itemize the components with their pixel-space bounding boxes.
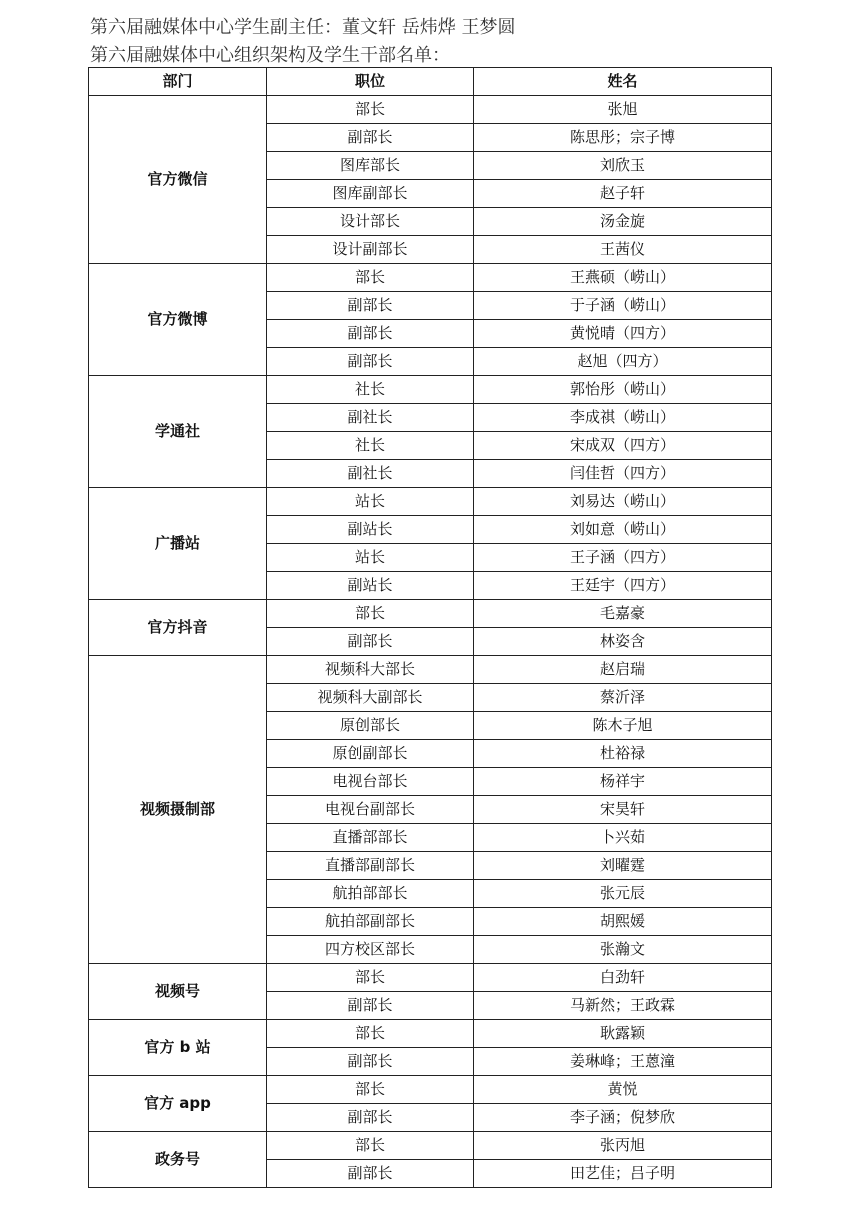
position-cell: 社长 <box>267 432 474 460</box>
department-cell: 学通社 <box>89 376 267 488</box>
position-cell: 四方校区部长 <box>267 936 474 964</box>
position-cell: 副部长 <box>267 1048 474 1076</box>
position-cell: 电视台部长 <box>267 768 474 796</box>
name-cell: 郭怡彤（崂山） <box>474 376 772 404</box>
table-row <box>89 1020 772 1048</box>
name-cell: 耿露颖 <box>474 1020 772 1048</box>
name-cell: 黄悦晴（四方） <box>474 320 772 348</box>
position-cell: 视频科大副部长 <box>267 684 474 712</box>
position-cell: 副站长 <box>267 516 474 544</box>
department-cell: 广播站 <box>89 488 267 600</box>
roster-title: 第六届融媒体中心组织架构及学生干部名单： <box>90 45 450 66</box>
department-cell: 官方抖音 <box>89 600 267 656</box>
header-department: 部门 <box>89 68 267 96</box>
position-cell: 电视台副部长 <box>267 796 474 824</box>
name-cell: 张瀚文 <box>474 936 772 964</box>
name-cell: 赵子轩 <box>474 180 772 208</box>
name-cell: 刘如意（崂山） <box>474 516 772 544</box>
position-cell: 直播部副部长 <box>267 852 474 880</box>
name-cell: 蔡沂泽 <box>474 684 772 712</box>
table-row <box>89 488 772 516</box>
department-cell: 视频摄制部 <box>89 656 267 964</box>
position-cell: 站长 <box>267 544 474 572</box>
name-cell: 宋昊轩 <box>474 796 772 824</box>
position-cell: 副社长 <box>267 460 474 488</box>
department-cell: 官方 b 站 <box>89 1020 267 1076</box>
name-cell: 赵旭（四方） <box>474 348 772 376</box>
table-row <box>89 376 772 404</box>
position-cell: 副部长 <box>267 1160 474 1188</box>
name-cell: 王燕硕（崂山） <box>474 264 772 292</box>
position-cell: 社长 <box>267 376 474 404</box>
name-cell: 李成祺（崂山） <box>474 404 772 432</box>
position-cell: 副部长 <box>267 124 474 152</box>
position-cell: 副部长 <box>267 628 474 656</box>
position-cell: 原创副部长 <box>267 740 474 768</box>
name-cell: 宋成双（四方） <box>474 432 772 460</box>
name-cell: 杜裕禄 <box>474 740 772 768</box>
department-cell: 官方微博 <box>89 264 267 376</box>
position-cell: 部长 <box>267 1076 474 1104</box>
name-cell: 刘易达（崂山） <box>474 488 772 516</box>
position-cell: 图库副部长 <box>267 180 474 208</box>
table-row <box>89 1076 772 1104</box>
position-cell: 部长 <box>267 1132 474 1160</box>
name-cell: 卜兴茹 <box>474 824 772 852</box>
position-cell: 副部长 <box>267 1104 474 1132</box>
name-cell: 胡熙媛 <box>474 908 772 936</box>
name-cell: 马新然；王政霖 <box>474 992 772 1020</box>
position-cell: 副社长 <box>267 404 474 432</box>
name-cell: 汤金旋 <box>474 208 772 236</box>
position-cell: 视频科大部长 <box>267 656 474 684</box>
vice-directors-line: 第六届融媒体中心学生副主任：董文轩 岳炜烨 王梦圆 <box>90 17 516 38</box>
table-row <box>89 600 772 628</box>
name-cell: 王茜仪 <box>474 236 772 264</box>
position-cell: 部长 <box>267 264 474 292</box>
name-cell: 于子涵（崂山） <box>474 292 772 320</box>
table-row <box>89 1132 772 1160</box>
department-cell: 视频号 <box>89 964 267 1020</box>
position-cell: 部长 <box>267 600 474 628</box>
position-cell: 航拍部副部长 <box>267 908 474 936</box>
position-cell: 副站长 <box>267 572 474 600</box>
position-cell: 图库部长 <box>267 152 474 180</box>
table-row <box>89 264 772 292</box>
table-row <box>89 656 772 684</box>
position-cell: 副部长 <box>267 348 474 376</box>
name-cell: 刘曜霆 <box>474 852 772 880</box>
name-cell: 田艺佳；吕子明 <box>474 1160 772 1188</box>
name-cell: 王子涵（四方） <box>474 544 772 572</box>
name-cell: 刘欣玉 <box>474 152 772 180</box>
name-cell: 姜琳峰；王蒽潼 <box>474 1048 772 1076</box>
position-cell: 部长 <box>267 964 474 992</box>
header-row <box>89 68 772 96</box>
department-cell: 政务号 <box>89 1132 267 1188</box>
position-cell: 设计部长 <box>267 208 474 236</box>
header-position: 职位 <box>267 68 474 96</box>
position-cell: 直播部部长 <box>267 824 474 852</box>
name-cell: 白劲轩 <box>474 964 772 992</box>
roster-table <box>88 67 772 1188</box>
name-cell: 杨祥宇 <box>474 768 772 796</box>
name-cell: 毛嘉豪 <box>474 600 772 628</box>
name-cell: 赵启瑞 <box>474 656 772 684</box>
name-cell: 闫佳哲（四方） <box>474 460 772 488</box>
position-cell: 副部长 <box>267 292 474 320</box>
position-cell: 副部长 <box>267 320 474 348</box>
position-cell: 设计副部长 <box>267 236 474 264</box>
name-cell: 张丙旭 <box>474 1132 772 1160</box>
header-name: 姓名 <box>474 68 772 96</box>
name-cell: 张旭 <box>474 96 772 124</box>
name-cell: 林姿含 <box>474 628 772 656</box>
name-cell: 张元辰 <box>474 880 772 908</box>
position-cell: 原创部长 <box>267 712 474 740</box>
table-row <box>89 96 772 124</box>
position-cell: 部长 <box>267 96 474 124</box>
table-row <box>89 964 772 992</box>
department-cell: 官方 app <box>89 1076 267 1132</box>
position-cell: 航拍部部长 <box>267 880 474 908</box>
name-cell: 黄悦 <box>474 1076 772 1104</box>
position-cell: 站长 <box>267 488 474 516</box>
name-cell: 陈木子旭 <box>474 712 772 740</box>
name-cell: 李子涵；倪梦欣 <box>474 1104 772 1132</box>
position-cell: 部长 <box>267 1020 474 1048</box>
department-cell: 官方微信 <box>89 96 267 264</box>
name-cell: 王廷宇（四方） <box>474 572 772 600</box>
roster-body <box>89 96 772 1188</box>
position-cell: 副部长 <box>267 992 474 1020</box>
name-cell: 陈思彤；宗子博 <box>474 124 772 152</box>
